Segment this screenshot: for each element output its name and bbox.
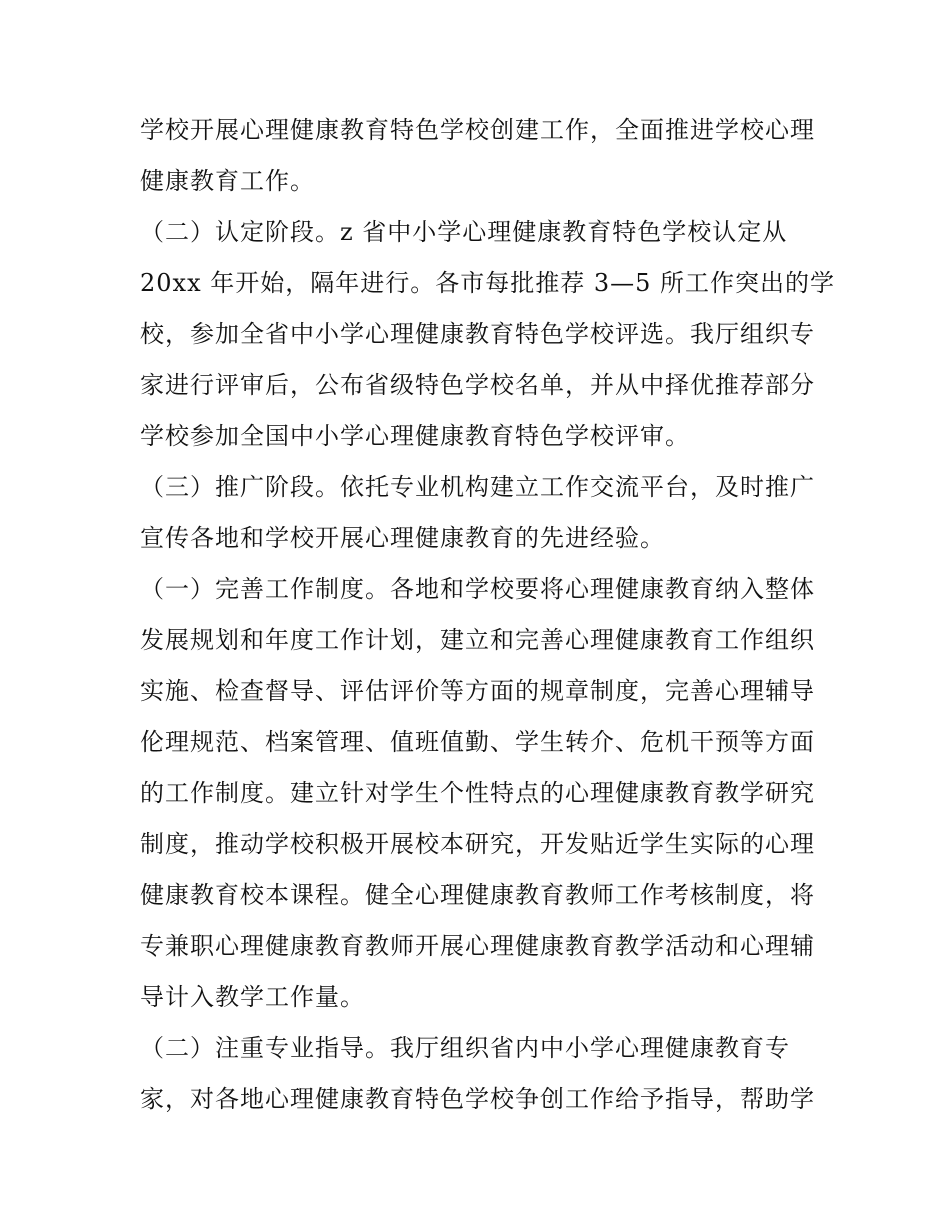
text-line: （一）完善工作制度。各地和学校要将心理健康教育纳入整体 [140,575,815,603]
text-line: 专兼职心理健康教育教师开展心理健康教育教学活动和心理辅 [140,932,815,960]
text-line: 学校参加全国中小学心理健康教育特色学校评审。 [140,422,690,450]
text-line: 20xx 年开始，隔年进行。各市每批推荐 3—5 所工作突出的学 [140,269,836,297]
text-line: 健康教育工作。 [140,167,315,195]
text-line: 实施、检查督导、评估评价等方面的规章制度，完善心理辅导 [140,677,815,705]
text-line: （二）认定阶段。z 省中小学心理健康教育特色学校认定从 [140,218,788,246]
text-line: 健康教育校本课程。健全心理健康教育教师工作考核制度，将 [140,881,815,909]
text-line: 伦理规范、档案管理、值班值勤、学生转介、危机干预等方面 [140,728,815,756]
document-body [140,105,836,1125]
text-line: 的工作制度。建立针对学生个性特点的心理健康教育教学研究 [140,779,815,807]
text-line: （二）注重专业指导。我厅组织省内中小学心理健康教育专 [140,1034,790,1062]
text-line: 发展规划和年度工作计划，建立和完善心理健康教育工作组织 [140,626,815,654]
text-line: 导计入教学工作量。 [140,983,365,1011]
text-line: 家，对各地心理健康教育特色学校争创工作给予指导，帮助学 [140,1085,815,1113]
text-line: 制度，推动学校积极开展校本研究，开发贴近学生实际的心理 [140,830,815,858]
text-line: 家进行评审后，公布省级特色学校名单，并从中择优推荐部分 [140,371,815,399]
text-line: （三）推广阶段。依托专业机构建立工作交流平台，及时推广 [140,473,815,501]
text-line: 学校开展心理健康教育特色学校创建工作，全面推进学校心理 [140,116,815,144]
text-line: 校，参加全省中小学心理健康教育特色学校评选。我厅组织专 [140,320,815,348]
text-line: 宣传各地和学校开展心理健康教育的先进经验。 [140,524,665,552]
